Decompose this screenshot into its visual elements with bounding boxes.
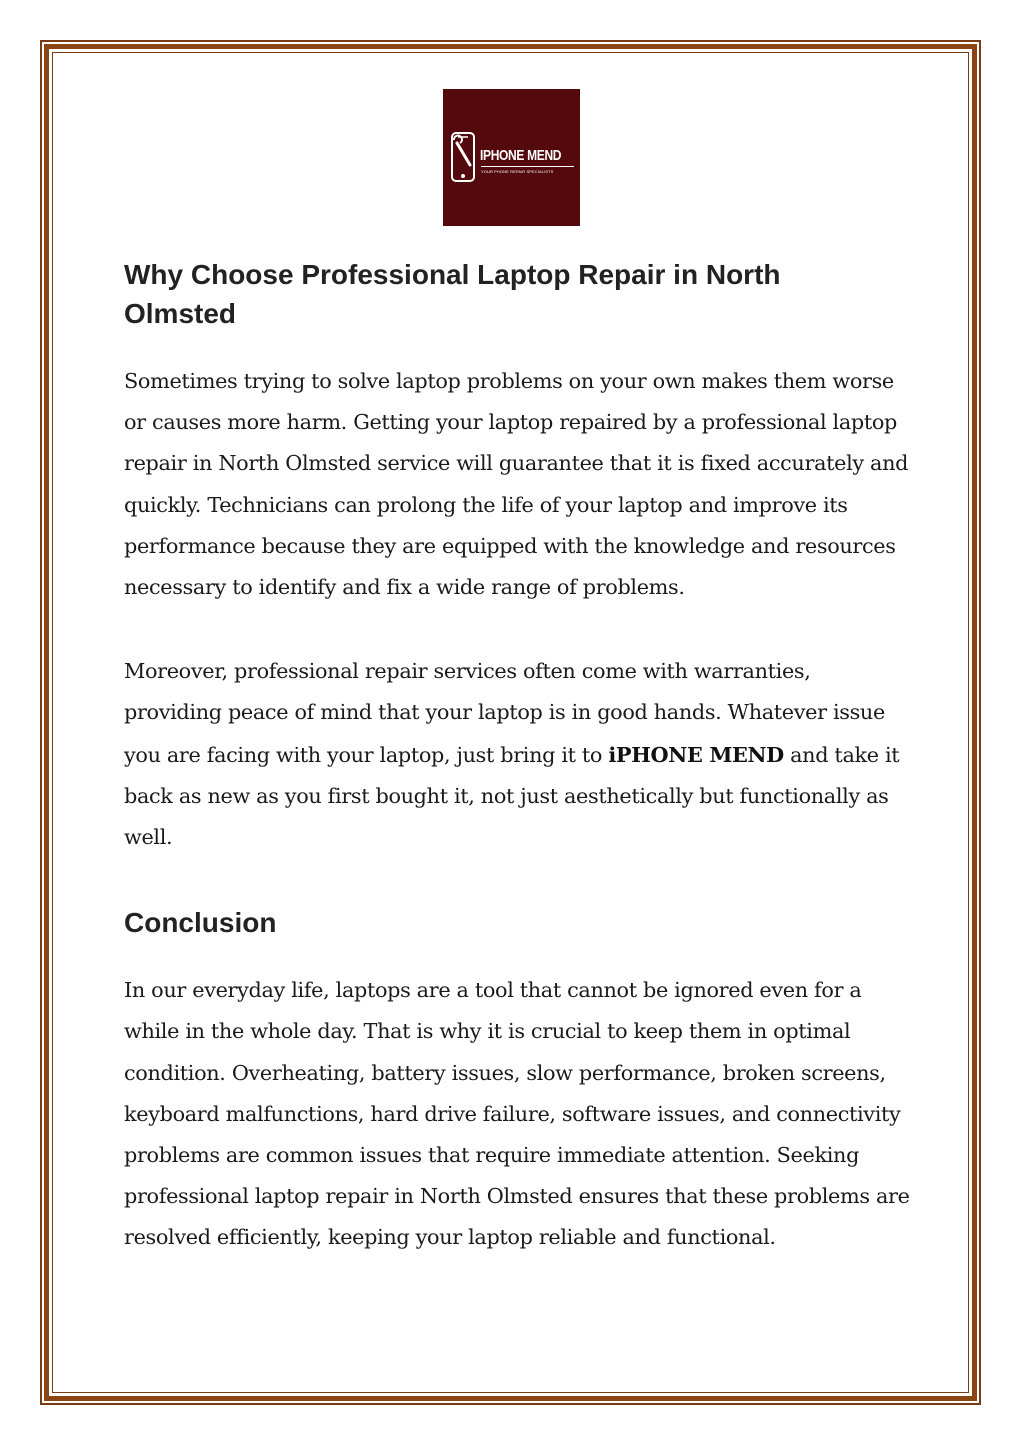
paragraph-conclusion: In our everyday life, laptops are a tool that cannot be ignored even for a while in the whole day. That is why it is crucial to keep them in optimal condition. Overheating, battery issues, slow performance, broken screens, keyboard malfunctions, hard drive failure, software issues, and connectivity problems are common issues that require immediate attention. Seeking professional laptop repair in North Olmsted ensures that these problems are resolved efficiently, keeping your laptop reliable and functional. bbox=[124, 978, 910, 1250]
brand-name: iPHONE MEND bbox=[608, 741, 784, 767]
paragraph-warranty bbox=[124, 651, 914, 858]
paragraph-warranty-text: Moreover, professional repair services often come with warranties, providing peace of mind that your laptop is in good hands. Whatever issue you are facing with your laptop, just bring it to bbox=[124, 659, 885, 767]
logo-tagline: YOUR PHONE REPAIR SPECIALISTS bbox=[481, 169, 554, 174]
logo-title: IPHONE MEND bbox=[480, 147, 562, 164]
conclusion-heading: Conclusion bbox=[124, 907, 277, 939]
iphone-mend-logo bbox=[443, 89, 580, 226]
logo-divider bbox=[481, 166, 574, 167]
section-heading: Why Choose Professional Laptop Repair in North Olmsted bbox=[124, 259, 781, 329]
article-body bbox=[124, 255, 914, 1259]
paragraph-intro: Sometimes trying to solve laptop problems on your own makes them worse or causes more harm. Getting your laptop repaired by a professional laptop repair in North Olmsted service will guarantee that it is fixed accurately and quickly. Technicians can prolong the life of your laptop and improve its performance because they are equipped with the knowledge and resources necessary to identify and fix a wide range of problems. bbox=[124, 369, 909, 600]
paragraph-warranty-text-end: and take it back as new as you first bought it, not just aesthetically but functionally as well. bbox=[124, 742, 900, 850]
